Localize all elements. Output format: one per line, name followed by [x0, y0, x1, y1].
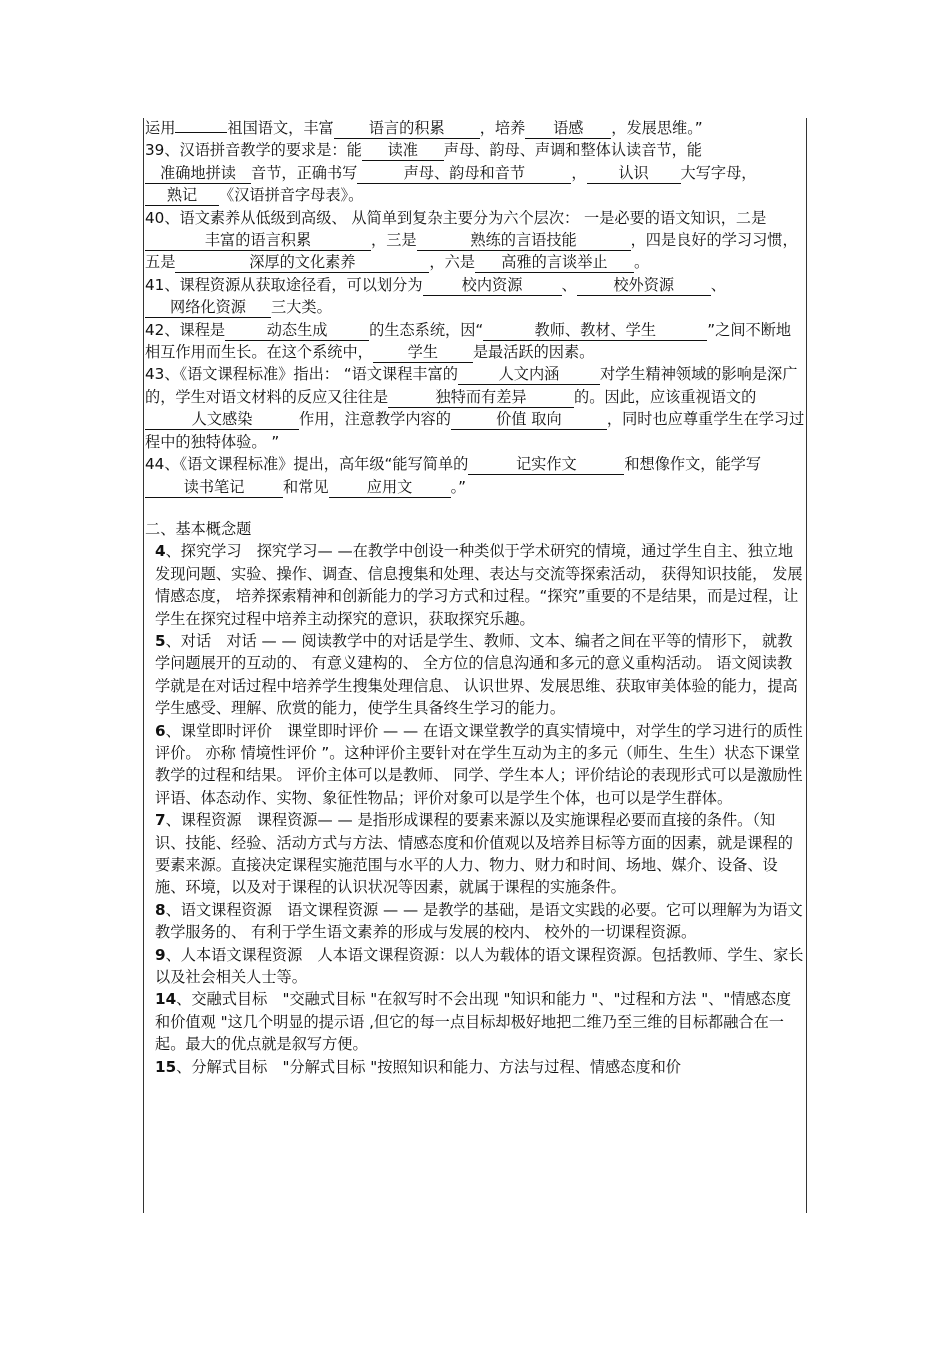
question-text: 43、《语文课程标准》指出： “语文课程丰富的 [145, 365, 458, 384]
question-text: 和常见 [283, 477, 329, 496]
answer-blank: 读书笔记 [145, 478, 283, 498]
concept-term: 、探究学习 [165, 542, 257, 561]
concept-item [145, 944, 805, 989]
concept-item [145, 630, 805, 720]
concept-item [145, 899, 805, 944]
question-text: 。” [450, 477, 467, 496]
fill-item-41 [145, 274, 805, 319]
answer-blank: 熟练的言语技能 [417, 231, 631, 251]
question-text: 44、《语文课程标准》提出，高年级“能写简单的 [145, 455, 469, 474]
answer-blank: 应用文 [329, 478, 451, 498]
answer-blank: 语感 [525, 119, 611, 139]
answer-blank: 读准 [362, 141, 444, 161]
answer-blank: 动态生成 [225, 321, 369, 341]
question-text: 的。因此，应该重视语文的 [574, 387, 757, 406]
question-text: 、 [710, 275, 726, 294]
concept-definition: "交融式目标 "在叙写时不会出现 "知识和能力 "、"过程和方法 "、"情感态度和价值观 "这几个明显的提示语 ,但它的每一点目标却极好地把二维乃至三维的目标都融合在一起。最大的优点就是叙写方便。 [155, 990, 792, 1054]
concept-number: 15 [155, 1057, 177, 1076]
answer-blank: 人文内涵 [458, 365, 600, 385]
concept-item [145, 1056, 805, 1078]
concept-number: 9 [155, 945, 166, 964]
answer-blank: 校内资源 [423, 276, 562, 296]
fill-item-42 [145, 319, 805, 364]
fill-item-40 [145, 207, 805, 274]
concept-definition: 对话 — — 阅读教学中的对话是学生、教师、文本、编者之间在平等的情形下， 就教学问题展开的互动的、 有意义建构的、 全方位的信息沟通和多元的意义重构活动。 语文阅读教学就是在对话过程中培养学生搜集处理信息、 认识世界、发展思维、获取审美体验的能力，提高学生感受、理解、欣赏的能力，使学生具备终生学习的能力。 [155, 631, 798, 718]
concept-definition: 语文课程资源 — — 是教学的基础，是语文实践的必要。它可以理解为为语文教学服务的、 有利于学生语文素养的形成与发展的校内、 校外的一切课程资源。 [155, 900, 803, 942]
concept-definition: 探究学习— —在教学中创设一种类似于学术研究的情境，通过学生自主、独立地发现问题、实验、操作、调查、信息搜集和处理、表达与交流等探索活动， 获得知识技能， 发展情感态度， 培养探索精神和创新能力的学习方式和过程。“探究”重要的不是结果，而是过程，让学生在探究过程中培养主动探究的意识，获取探究乐趣。 [155, 542, 803, 628]
question-text: 音节，正确书写 [251, 163, 358, 182]
question-text: ，发展思维。” [611, 119, 703, 137]
concept-number: 14 [155, 990, 177, 1009]
answer-blank: 熟记 [145, 186, 219, 206]
question-text: ，培养 [479, 119, 526, 137]
concept-section [145, 540, 805, 1078]
concept-item [145, 720, 805, 810]
document-body [145, 117, 805, 1078]
concept-definition: 课堂即时评价 — — 在语文课堂教学的真实情境中，对学生的学习进行的质性评价。 亦称 情境性评价 ”。这种评价主要针对在学生互动为主的多元（师生、生生）状态下课堂教学的过程和结果。 评价主体可以是教师、 同学、学生本人；评价结论的表现形式可以是激励性评语、体态动作、实物、象征性物品；评价对象可以是学生个体，也可以是学生群体。 [155, 721, 803, 807]
question-text: 41、课程资源从获取途径看，可以划分为 [145, 275, 423, 294]
answer-blank: 教师、教材、学生 [483, 321, 707, 341]
answer-blank: 独特而有差异 [388, 388, 574, 408]
fill-item-39 [145, 139, 805, 206]
answer-blank: 认识 [587, 164, 681, 184]
answer-blank: 校外资源 [577, 276, 711, 296]
fill-item-43 [145, 363, 805, 453]
answer-blank: 网络化资源 [145, 298, 271, 318]
answer-blank: 价值 取向 [451, 410, 607, 430]
answer-blank: 深厚的文化素养 [175, 253, 429, 273]
question-text: 40、语文素养从低级到高级、 从简单到复杂主要分为六个层次： 一是必要的语文知识，二是 [145, 208, 767, 227]
question-text: 运用 [145, 119, 176, 137]
concept-definition: 课程资源— — 是指形成课程的要素来源以及实施课程必要而直接的条件。（知识、技能、经验、活动方式与方法、情感态度和价值观以及培养目标等方面的因素，就是课程的要素来源。直接决定课程实施范围与水平的人力、物力、财力和时间、场地、媒介、设备、设施、环境，以及对于课程的认识状况等因素，就属于课程的实施条件。 [155, 811, 793, 897]
question-text: ，四是良好的学习习惯，五是 [145, 231, 798, 272]
concept-term: 、交融式目标 [176, 990, 283, 1009]
answer-blank: 丰富的语言积累 [145, 231, 371, 251]
concept-definition: 人本语文课程资源：以人为载体的语文课程资源。包括教师、学生、家长以及社会相关人士等。 [155, 945, 804, 987]
concept-number: 7 [155, 811, 166, 830]
question-text: 声母、韵母、声调和整体认读音节，能 [443, 141, 702, 160]
fill-item-38_tail [145, 117, 805, 139]
question-text: 和想像作文，能学写 [624, 455, 762, 474]
fill-in-section [145, 117, 805, 498]
answer-blank: 记实作文 [468, 455, 624, 475]
answer-blank: 学生 [373, 343, 473, 363]
concept-term: 、语文课程资源 [165, 900, 288, 919]
fill-item-44 [145, 453, 805, 498]
concept-number: 5 [155, 631, 166, 650]
question-text: 的生态系统，因“ [369, 320, 484, 339]
concept-term: 、人本语文课程资源 [165, 945, 318, 964]
question-text: 对学生精神领域的影响是深广的，学生对语文材料的反应又往往是 [145, 365, 798, 406]
question-text: ，同时也应尊重学生在学习过程中的独特体验。 ” [145, 410, 805, 451]
concept-item [145, 540, 805, 630]
concept-definition: "分解式目标 "按照知识和能力、方法与过程、情感态度和价 [282, 1057, 681, 1076]
right-border-rule [806, 118, 807, 1213]
question-text: 是最活跃的因素。 [472, 343, 595, 362]
answer-blank: 高雅的言谈举止 [475, 253, 634, 273]
concept-number: 6 [155, 721, 166, 740]
concept-term: 、课堂即时评价 [165, 721, 288, 740]
concept-number: 8 [155, 900, 166, 919]
question-text: ，六是 [429, 253, 475, 272]
left-border-rule [143, 118, 144, 1213]
answer-blank: 声母、韵母和音节 [357, 164, 571, 184]
question-text: 三大类。 [271, 298, 332, 317]
question-text: 作用，注意教学内容的 [299, 410, 451, 429]
question-text: ”之间不断地相互作用而生长。在这个系统中， [145, 320, 792, 362]
concept-item [145, 988, 805, 1055]
section-heading: 二、基本概念题 [145, 519, 252, 538]
question-text: ，三是 [371, 231, 417, 250]
answer-blank: 语言的积累 [334, 119, 480, 139]
question-text: 、 [561, 275, 577, 294]
concept-number: 4 [155, 542, 166, 561]
concept-term: 、课程资源 [165, 811, 257, 830]
answer-blank: 人文感染 [145, 410, 299, 430]
question-text: ， [571, 163, 587, 182]
question-text: 。 [633, 253, 650, 272]
concept-term: 、分解式目标 [176, 1057, 283, 1076]
answer-blank [175, 132, 227, 133]
question-text: 42、课程是 [145, 320, 226, 339]
answer-blank: 准确地拼读 [145, 164, 251, 184]
question-text: 大写字母， [680, 163, 757, 182]
question-text: 39、汉语拼音教学的要求是：能 [145, 141, 362, 160]
question-text: 《汉语拼音字母表》。 [219, 186, 364, 205]
question-text: 祖国语文，丰富 [227, 119, 334, 137]
concept-term: 、对话 [165, 631, 227, 650]
concept-item [145, 809, 805, 899]
